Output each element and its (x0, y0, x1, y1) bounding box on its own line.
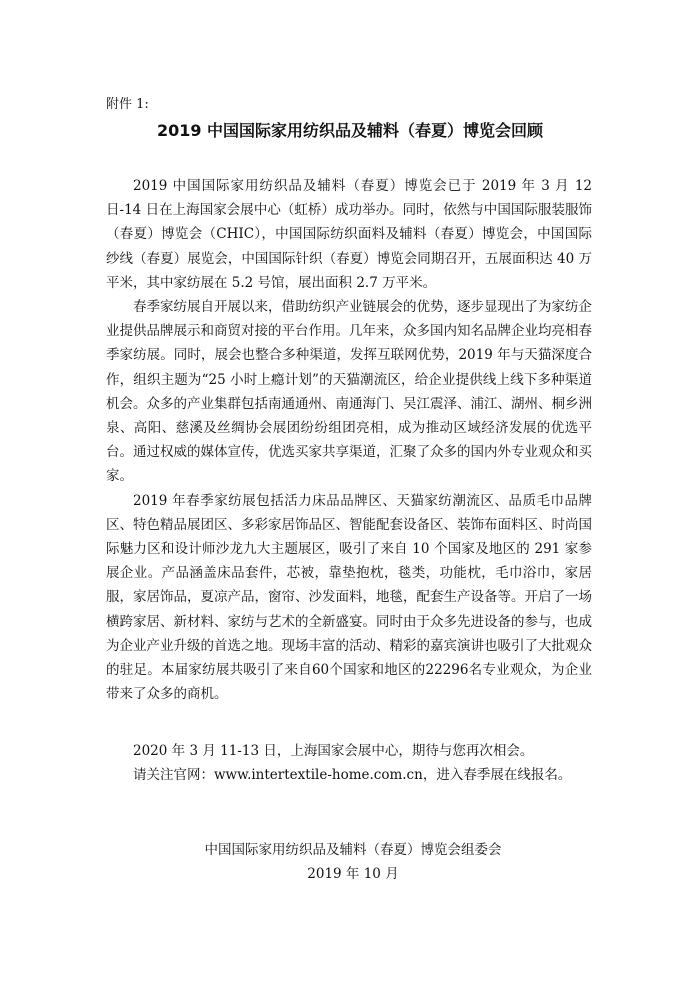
organizer-name: 中国国际家用纺织品及辅料（春夏）博览会组委会 (204, 842, 502, 858)
paragraph-exhibition-zones: 2019 年春季家纺展包括活力床品品牌区、天猫家纺潮流区、品质毛巾品牌区、特色精品展团区、多彩家居饰品区、智能配套设备区、装饰布面料区、时尚国际魅力区和设计师沙龙九大主题展区，吸引了来自 10 个国家及地区的 291 家参展企业。产品涵盖床品套件，芯被，靠垫抱枕，毯类，功能枕，毛巾浴巾，家居服，家居饰品，夏凉产品，窗帘、沙发面料，地毯，配套生产设备等。开启了一场横跨家居、新材料、家纺与艺术的全新盛宴。同时由于众多先进设备的参与，也成为企业产业升级的首选之地。现场丰富的活动、精彩的嘉宾演讲也吸引了大批观众的驻足。本届家纺展共吸引了来自60个国家和地区的22296名专业观众，为企业带来了众多的商机。 (106, 492, 592, 703)
paragraph-event-overview: 2019 中国国际家用纺织品及辅料（春夏）博览会已于 2019 年 3 月 12 日-14 日在上海国家会展中心（虹桥）成功举办。同时，依然与中国国际服装服饰（春夏）博览会（CHIC），中国国际纺织面料及辅料（春夏）博览会，中国国际纱线（春夏）展览会，中国国际针织（春夏）博览会同期召开，五展面积达 40 万平米，其中家纺展在 5.2 号馆，展出面积 2.7 万平米。 (106, 178, 592, 291)
body-text (106, 174, 592, 706)
page-title: 2019 中国国际家用纺织品及辅料（春夏）博览会回顾 (156, 121, 544, 140)
website-note: 请关注官网：www.intertextile-home.com.cn，进入春季展在线报名。 (133, 767, 572, 784)
signature-date: 2019 年 10 月 (307, 866, 399, 883)
attachment-label: 附件 1: (106, 97, 149, 112)
paragraph-platform-role: 春季家纺展自开展以来，借助纺织产业链展会的优势，逐步显现出了为家纺企业提供品牌展示和商贸对接的平台作用。几年来，众多国内知名品牌企业均亮相春季家纺展。同时，展会也整合多种渠道，发挥互联网优势，2019 年与天猫深度合作，组织主题为“25 小时上瘾计划”的天猫潮流区，给企业提供线上线下多种渠道机会。众多的产业集群包括南通通州、南通海门、吴江震泽、浦江、湖州、桐乡洲泉、高阳、慈溪及丝绸协会展团纷纷组团亮相，成为推动区域经济发展的优选平台。通过权威的媒体宣传，优选买家共享渠道，汇聚了众多的国内外专业观众和买家。 (106, 299, 592, 485)
signature-block (110, 838, 596, 886)
closing-notes (106, 739, 606, 787)
next-event-note: 2020 年 3 月 11-13 日，上海国家会展中心，期待与您再次相会。 (133, 743, 534, 759)
